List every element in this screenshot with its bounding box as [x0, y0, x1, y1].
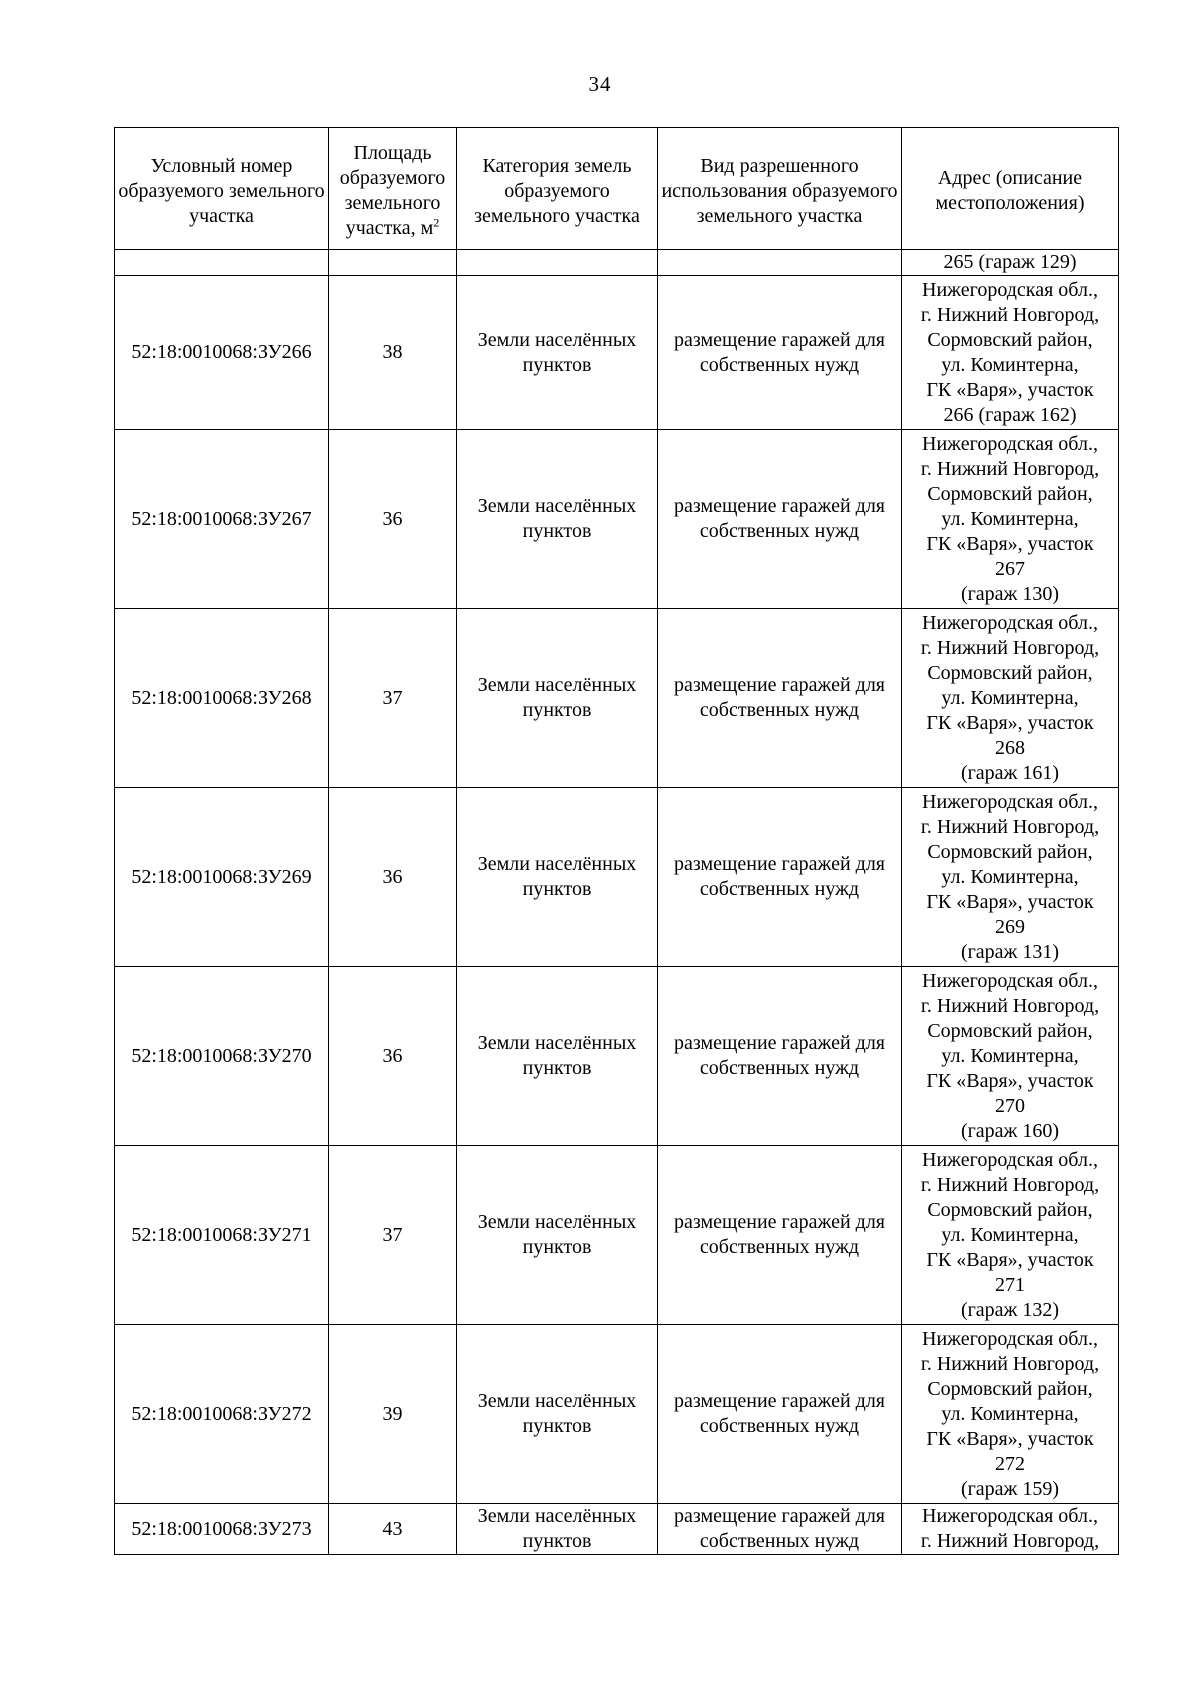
permitted-use-cell: размещение гаражей для собственных нужд	[658, 1325, 902, 1504]
address-line: г. Нижний Новгород,	[920, 457, 1100, 480]
continuation-row	[115, 250, 1119, 276]
plot-area-cell: 39	[329, 1325, 457, 1504]
address-line: ГК «Варя», участок	[926, 532, 1094, 555]
address-line: г. Нижний Новгород,	[920, 636, 1100, 659]
address-line: ул. Коминтерна,	[941, 686, 1079, 709]
table-row	[115, 967, 1119, 1146]
address-line: ГК «Варя», участок	[926, 1427, 1094, 1450]
land-category-cell: Земли населённых пунктов	[457, 276, 658, 430]
address-line: Нижегородская обл.,	[922, 1505, 1098, 1527]
table-row	[115, 1325, 1119, 1504]
address-line: г. Нижний Новгород,	[920, 994, 1100, 1017]
land-category-cell: Земли населённых пунктов	[457, 1325, 658, 1504]
header-area	[329, 128, 457, 250]
address-line: (гараж 160)	[960, 1119, 1060, 1142]
address-line: Нижегородская обл.,	[922, 432, 1098, 455]
address-line: ГК «Варя», участок	[926, 711, 1094, 734]
address-line: ГК «Варя», участок	[926, 1069, 1094, 1092]
permitted-use-cell: размещение гаражей для собственных нужд	[658, 967, 902, 1146]
land-category-cell: Земли населённых пунктов	[457, 967, 658, 1146]
table-cell	[115, 250, 329, 276]
address-line: Нижегородская обл.,	[922, 790, 1098, 813]
address-line: 269	[995, 915, 1025, 938]
address-cell	[902, 1325, 1119, 1504]
address-line: г. Нижний Новгород,	[920, 1173, 1100, 1196]
address-line: Нижегородская обл.,	[922, 611, 1098, 634]
plot-area-cell: 37	[329, 1146, 457, 1325]
plot-number-cell: 52:18:0010068:ЗУ272	[115, 1325, 329, 1504]
address-line: Нижегородская обл.,	[922, 969, 1098, 992]
header-area-superscript: 2	[433, 215, 440, 230]
plot-area-cell: 36	[329, 788, 457, 967]
plot-area-cell: 36	[329, 967, 457, 1146]
header-address: Адрес (описание местоположения)	[902, 128, 1119, 250]
address-line: Сормовский район,	[927, 482, 1093, 505]
address-cell	[902, 788, 1119, 967]
address-line: ГК «Варя», участок	[926, 890, 1094, 913]
plot-number-cell: 52:18:0010068:ЗУ271	[115, 1146, 329, 1325]
address-line: г. Нижний Новгород,	[920, 303, 1100, 326]
permitted-use-cell: размещение гаражей для собственных нужд	[658, 1146, 902, 1325]
permitted-use-cell: размещение гаражей для собственных нужд	[658, 1504, 902, 1555]
plot-number-cell: 52:18:0010068:ЗУ270	[115, 967, 329, 1146]
table-cell	[457, 250, 658, 276]
address-line: ГК «Варя», участок	[926, 1248, 1094, 1271]
table-row	[115, 1504, 1119, 1555]
address-cell	[902, 1504, 1119, 1555]
address-cell	[902, 609, 1119, 788]
land-category-cell: Земли населённых пунктов	[457, 609, 658, 788]
address-line: ул. Коминтерна,	[941, 1223, 1079, 1246]
address-line: Сормовский район,	[927, 328, 1093, 351]
header-category: Категория земель образуемого земельного участка	[457, 128, 658, 250]
address-cell	[902, 967, 1119, 1146]
address-line: ул. Коминтерна,	[941, 865, 1079, 888]
table-row	[115, 1146, 1119, 1325]
land-category-cell: Земли населённых пунктов	[457, 788, 658, 967]
plot-number-cell: 52:18:0010068:ЗУ268	[115, 609, 329, 788]
continuation-address: 265 (гараж 129)	[902, 250, 1119, 276]
address-cell	[902, 1146, 1119, 1325]
address-line: (гараж 159)	[960, 1477, 1060, 1500]
land-plots-table	[114, 127, 1119, 1555]
address-line: Нижегородская обл.,	[922, 1327, 1098, 1350]
header-usage: Вид разрешенного использования образуемого земельного участка	[658, 128, 902, 250]
address-line: г. Нижний Новгород,	[920, 1352, 1100, 1375]
page-number: 34	[588, 72, 612, 96]
address-cell	[902, 430, 1119, 609]
address-line: Сормовский район,	[927, 661, 1093, 684]
header-number: Условный номер образуемого земельного участка	[115, 128, 329, 250]
address-line: 270	[995, 1094, 1025, 1117]
table-row	[115, 609, 1119, 788]
permitted-use-cell: размещение гаражей для собственных нужд	[658, 609, 902, 788]
address-line: (гараж 130)	[960, 582, 1060, 605]
address-line: 271	[995, 1273, 1025, 1296]
table-row	[115, 276, 1119, 430]
address-line: г. Нижний Новгород,	[920, 1530, 1100, 1552]
plot-number-cell: 52:18:0010068:ЗУ269	[115, 788, 329, 967]
address-line: Нижегородская обл.,	[922, 278, 1098, 301]
address-line: ул. Коминтерна,	[941, 353, 1079, 376]
table-cell	[658, 250, 902, 276]
header-area-text: Площадь образуемого земельного участка, м	[339, 142, 446, 239]
address-line: Сормовский район,	[927, 1019, 1093, 1042]
address-line: 266 (гараж 162)	[943, 403, 1077, 426]
address-line: ГК «Варя», участок	[926, 378, 1094, 401]
table-row	[115, 430, 1119, 609]
address-line: (гараж 132)	[960, 1298, 1060, 1321]
table-row	[115, 788, 1119, 967]
plot-area-cell: 37	[329, 609, 457, 788]
address-line: (гараж 161)	[960, 761, 1060, 784]
address-line: 272	[995, 1452, 1025, 1475]
table-cell	[329, 250, 457, 276]
address-line: 268	[995, 736, 1025, 759]
address-line: г. Нижний Новгород,	[920, 815, 1100, 838]
permitted-use-cell: размещение гаражей для собственных нужд	[658, 276, 902, 430]
permitted-use-cell: размещение гаражей для собственных нужд	[658, 788, 902, 967]
permitted-use-cell: размещение гаражей для собственных нужд	[658, 430, 902, 609]
table-header-row	[115, 128, 1119, 250]
address-line: (гараж 131)	[960, 940, 1060, 963]
address-line: ул. Коминтерна,	[941, 1402, 1079, 1425]
plot-number-cell: 52:18:0010068:ЗУ266	[115, 276, 329, 430]
plot-area-cell: 43	[329, 1504, 457, 1555]
address-cell	[902, 276, 1119, 430]
address-line: ул. Коминтерна,	[941, 1044, 1079, 1067]
address-line: Сормовский район,	[927, 1198, 1093, 1221]
plot-area-cell: 38	[329, 276, 457, 430]
address-line: 267	[995, 557, 1025, 580]
land-category-cell: Земли населённых пунктов	[457, 1146, 658, 1325]
land-category-cell: Земли населённых пунктов	[457, 430, 658, 609]
address-line: Нижегородская обл.,	[922, 1148, 1098, 1171]
address-line: Сормовский район,	[927, 840, 1093, 863]
address-line: ул. Коминтерна,	[941, 507, 1079, 530]
plot-area-cell: 36	[329, 430, 457, 609]
plot-number-cell: 52:18:0010068:ЗУ267	[115, 430, 329, 609]
land-category-cell: Земли населённых пунктов	[457, 1504, 658, 1555]
address-line: Сормовский район,	[927, 1377, 1093, 1400]
plot-number-cell: 52:18:0010068:ЗУ273	[115, 1504, 329, 1555]
